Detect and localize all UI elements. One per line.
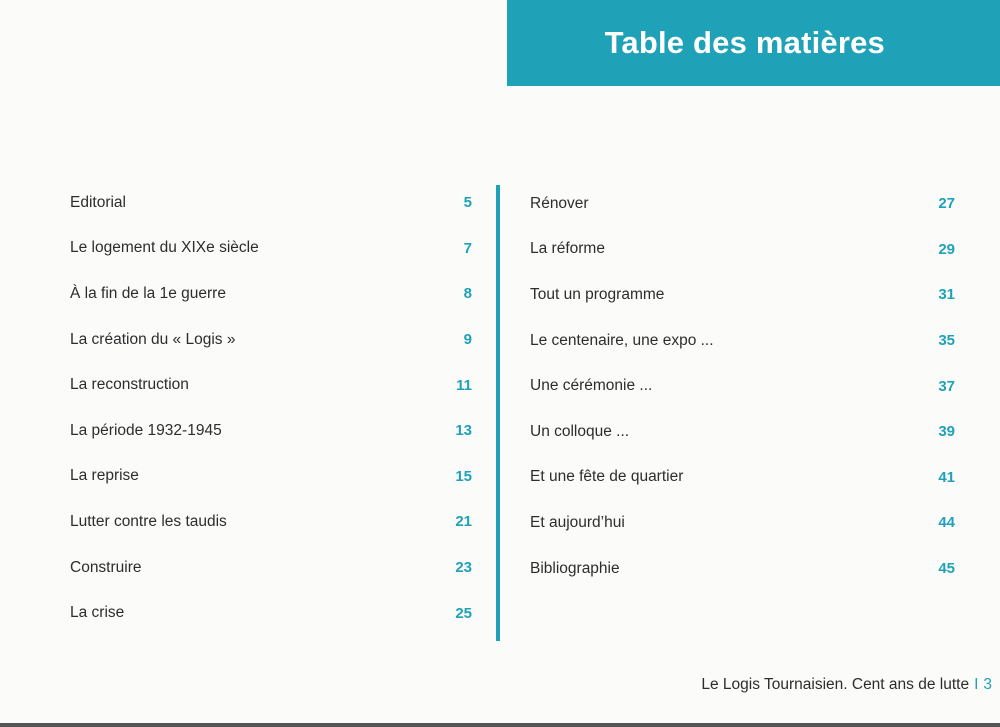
toc-entry-label: La réforme xyxy=(530,240,605,258)
toc-entry[interactable] xyxy=(70,545,472,591)
toc-entry[interactable] xyxy=(530,363,955,409)
toc-entry-label: Le logement du XIXe siècle xyxy=(70,239,259,257)
toc-entry-label: Une cérémonie ... xyxy=(530,377,653,395)
toc-entry-page: 37 xyxy=(938,377,955,395)
toc-entry-page: 7 xyxy=(463,239,472,257)
toc-entry[interactable] xyxy=(70,454,472,500)
toc-entry[interactable] xyxy=(70,408,472,454)
page-bottom-edge xyxy=(0,723,1000,727)
toc-entry[interactable] xyxy=(70,317,472,363)
toc-entry[interactable] xyxy=(70,590,472,636)
toc-right-column xyxy=(530,181,955,591)
toc-entry-label: Rénover xyxy=(530,194,589,212)
toc-entry-page: 11 xyxy=(456,376,472,394)
toc-entry-label: Editorial xyxy=(70,193,126,211)
footer-page-number: 3 xyxy=(983,676,992,693)
toc-entry-label: Bibliographie xyxy=(530,559,620,577)
toc-entry-label: Lutter contre les taudis xyxy=(70,512,227,530)
toc-entry-label: Et une fête de quartier xyxy=(530,468,684,486)
toc-entry-page: 31 xyxy=(938,286,955,304)
toc-entry[interactable] xyxy=(530,227,955,273)
toc-entry-page: 41 xyxy=(938,468,955,486)
title-banner xyxy=(507,0,1000,86)
toc-entry-page: 9 xyxy=(463,331,472,349)
toc-entry-page: 44 xyxy=(938,514,955,532)
toc-entry[interactable] xyxy=(70,271,472,317)
toc-entry-label: La crise xyxy=(70,604,125,622)
toc-entry-page: 45 xyxy=(938,560,955,578)
toc-entry[interactable] xyxy=(530,318,955,364)
toc-entry[interactable] xyxy=(530,455,955,501)
toc-entry[interactable] xyxy=(70,499,472,545)
toc-entry-page: 23 xyxy=(455,559,472,577)
toc-entry[interactable] xyxy=(530,500,955,546)
toc-entry-label: La reprise xyxy=(70,467,139,485)
toc-entry-page: 29 xyxy=(938,240,955,258)
toc-entry-page: 25 xyxy=(455,604,472,622)
toc-entry-page: 5 xyxy=(463,194,472,212)
toc-entry[interactable] xyxy=(70,180,472,226)
toc-entry-label: Et aujourd’hui xyxy=(530,513,625,531)
toc-entry-label: Un colloque ... xyxy=(530,422,630,440)
page-footer xyxy=(701,676,992,694)
footer-text: Le Logis Tournaisien. Cent ans de lutte xyxy=(701,676,970,693)
toc-entry-page: 8 xyxy=(463,285,472,303)
column-divider xyxy=(496,185,500,641)
toc-entry[interactable] xyxy=(70,226,472,272)
toc-entry-label: À la fin de la 1e guerre xyxy=(70,284,226,302)
toc-entry[interactable] xyxy=(530,181,955,227)
toc-entry-label: La reconstruction xyxy=(70,376,189,394)
toc-entry-page: 21 xyxy=(455,513,472,531)
toc-entry-label: La période 1932-1945 xyxy=(70,421,222,439)
toc-entry-page: 39 xyxy=(938,423,955,441)
toc-entry-page: 27 xyxy=(938,195,955,213)
footer-separator: I xyxy=(974,676,979,693)
toc-entry-label: Tout un programme xyxy=(530,285,665,303)
toc-entry-label: Construire xyxy=(70,558,142,576)
toc-entry[interactable] xyxy=(530,272,955,318)
toc-entry-page: 13 xyxy=(455,422,472,440)
toc-entry-page: 15 xyxy=(455,467,472,485)
toc-left-column xyxy=(70,180,472,636)
page-title: Table des matières xyxy=(604,25,885,60)
toc-entry[interactable] xyxy=(70,362,472,408)
toc-entry[interactable] xyxy=(530,409,955,455)
toc-entry-page: 35 xyxy=(938,332,955,350)
toc-entry[interactable] xyxy=(530,546,955,592)
toc-entry-label: Le centenaire, une expo ... xyxy=(530,331,714,349)
toc-entry-label: La création du « Logis » xyxy=(70,330,236,348)
